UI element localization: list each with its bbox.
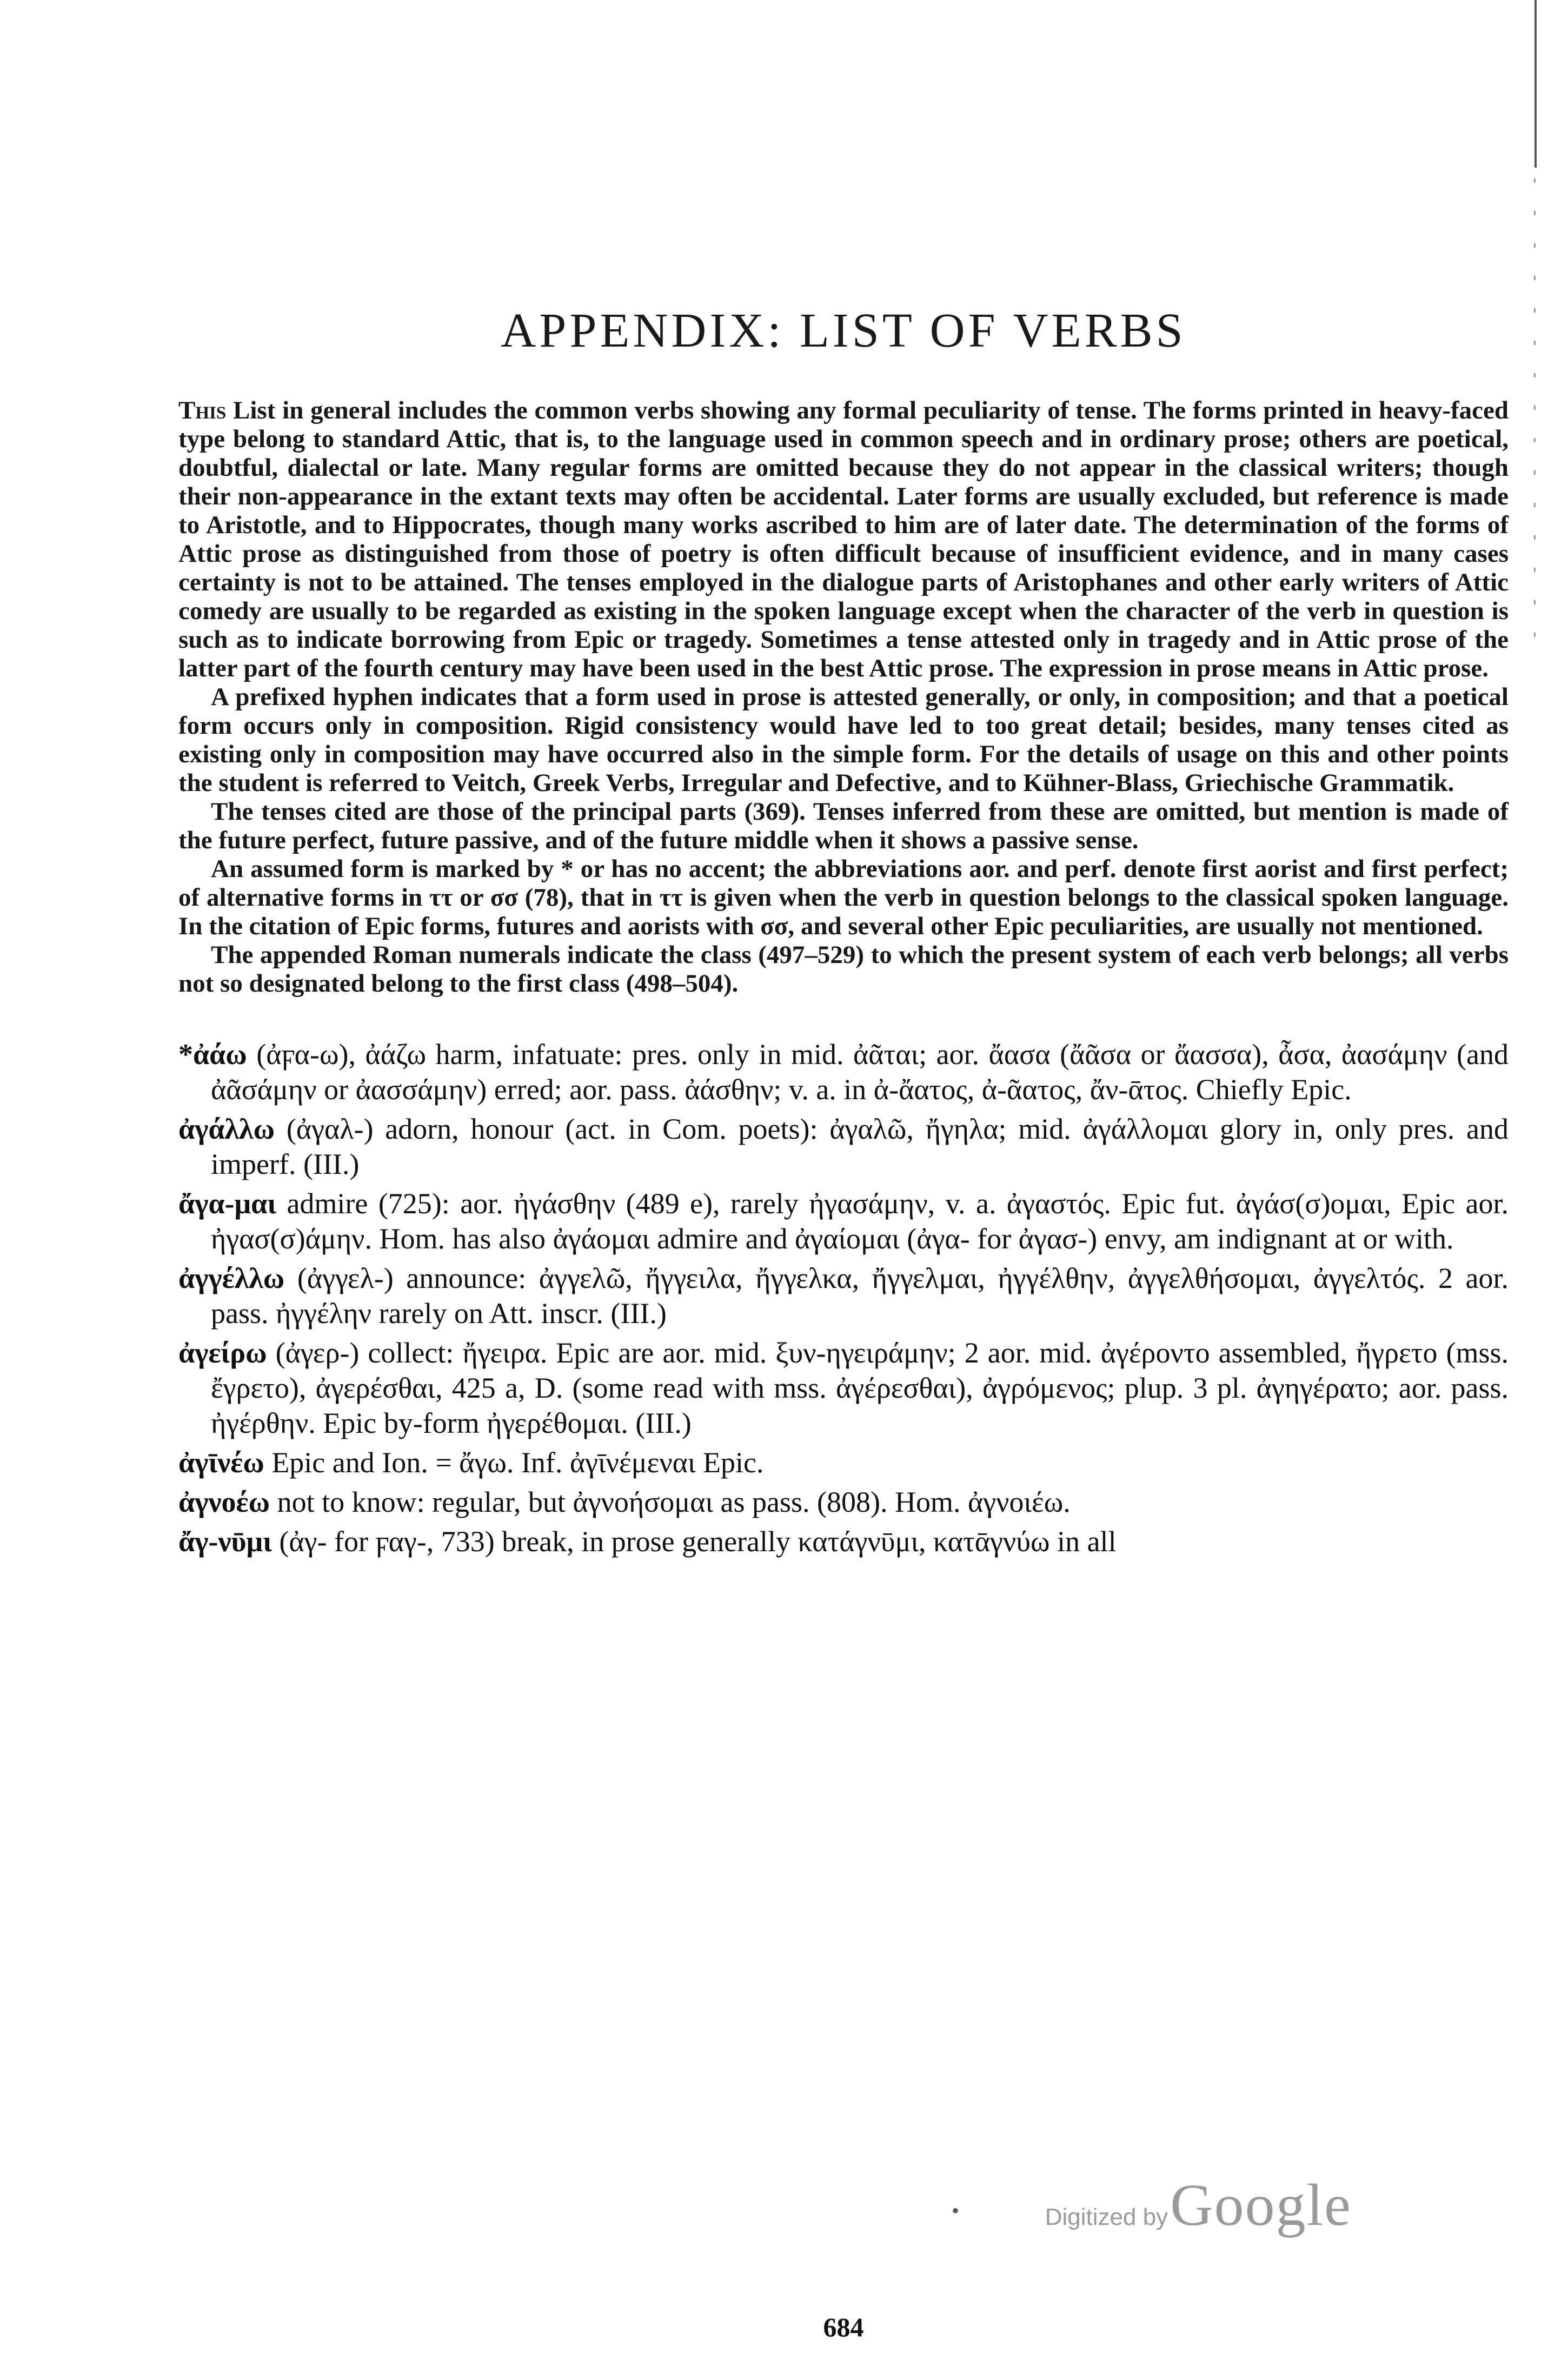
intro-paragraph-2: A prefixed hyphen indicates that a form used in prose is attested generally, or only, in composition; and that a poetical form occurs only in composition. Rigid consistency would have led to too great detail; besides, many tenses cited as existing only in composition may have occurred also in the simple form. For the details of usage on this and other points the student is referred to Veitch, Greek Verbs, Irregular and Defective, and to Kühner-Blass, Griechische Grammatik. [178,683,1509,797]
digitized-by-label: Digitized by [1045,2204,1168,2230]
intro-paragraph-1 [178,396,1509,683]
intro-paragraph-5: The appended Roman numerals indicate the class (497–529) to which the present system of each verb belongs; all verbs not so designated belong to the first class (498–504). [178,941,1509,998]
verb-entry-text: (ἀγγελ-) announce: ἀγγελῶ, ἤγγειλα, ἤγγελκα, ἤγγελμαι, ἠγγέλθην, ἀγγελθήσομαι, ἀγγελτός. 2 aor. pass. ἠγγέλην rarely on Att. inscr. (III.) [211,1262,1509,1330]
verb-entry [178,1186,1509,1257]
page-title: APPENDIX: LIST OF VERBS [501,304,1186,357]
verb-entry-text: (ἀγαλ-) adorn, honour (act. in Com. poets): ἀγαλῶ, ἤγηλα; mid. ἀγάλλομαι glory in, only pres. and imperf. (III.) [211,1113,1509,1180]
verb-entry-text: admire (725): aor. ἠγάσθην (489 e), rarely ἠγασάμην, v. a. ἀγαστός. Epic fut. ἀγάσ(σ)ομαι, Epic aor. ἠγασ(σ)άμην. Hom. has also ἀγάομαι admire and ἀγαίομαι (ἀγα- for ἀγασ-) envy, am indignant at or with. [211,1187,1509,1255]
verb-entry [178,1445,1509,1480]
verb-entry [178,1485,1509,1520]
verb-headword: ἄγα-μαι [178,1187,277,1220]
intro-paragraph-3: The tenses cited are those of the principal parts (369). Tenses inferred from these are omitted, but mention is made of the future perfect, future passive, and of the future middle when it shows a passive sense. [178,798,1509,854]
verb-entry-text: (ἀϝα-ω), ἀάζω harm, infatuate: pres. only in mid. ἀᾶται; aor. ἄασα (ἄᾶσα or ἄασσα), ἆσα, ἀασάμην (and ἀᾶσάμην or ἀασσάμην) erred; aor. pass. ἀάσθην; v. a. in ἀ-ἄατος, ἀ-ᾶατος, ἄν-ᾱτος. Chiefly Epic. [211,1038,1509,1106]
google-logo: Google [1170,2172,1352,2238]
verb-entry [178,1335,1509,1441]
intro-section [178,396,1509,998]
verb-headword: ἀγγέλλω [178,1262,285,1294]
verb-entry-text: not to know: regular, but ἀγνοήσομαι as pass. (808). Hom. ἀγνοιέω. [270,1486,1071,1518]
digitized-by-watermark [1045,2171,1352,2240]
intro-paragraph-4: An assumed form is marked by * or has no accent; the abbreviations aor. and perf. denote first aorist and first perfect; of alternative forms in ττ or σσ (78), that in ττ is given when the verb in question belongs to the classical spoken language. In the citation of Epic forms, futures and aorists with σσ, and several other Epic peculiarities, are usually not mentioned. [178,855,1509,940]
page-number: 684 [823,2312,864,2342]
verb-entry [178,1112,1509,1182]
verb-entry [178,1037,1509,1107]
scan-edge-line [1534,0,1537,168]
verb-entry [178,1261,1509,1331]
intro-first-word: This [178,396,227,424]
intro-paragraph-1-text: List in general includes the common verbs showing any formal peculiarity of tense. The forms printed in heavy-faced type belong to standard Attic, that is, to the language used in common speech and in ordinary prose; others are poetical, doubtful, dialectal or late. Many regular forms are omitted because they do not appear in the classical writers; though their non-appearance in the extant texts may often be accidental. Later forms are usually excluded, but reference is made to Aristotle, and to Hippocrates, though many works ascribed to him are of later date. The determination of the forms of Attic prose as distinguished from those of poetry is often difficult because of insufficient evidence, and in many cases certainty is not to be attained. The tenses employed in the dialogue parts of Aristophanes and other early writers of Attic comedy are usually to be regarded as existing in the spoken language except when the character of the verb in question is such as to indicate borrowing from Epic or tragedy. Sometimes a tense attested only in tragedy and in Attic prose of the latter part of the fourth century may have been used in the best Attic prose. The expression in prose means in Attic prose. [178,396,1509,682]
verb-headword: ἄγ-νῡμι [178,1525,272,1558]
verb-headword: ἀγάλλω [178,1113,275,1145]
verb-entry-text: (ἀγ- for ϝαγ-, 733) break, in prose generally κατάγνῡμι, κατᾱγνύω in all [271,1525,1117,1558]
verb-entry-text: Epic and Ion. = ἄγω. Inf. ἀγῑνέμεναι Epic. [264,1446,764,1479]
scan-speck: • [952,2198,960,2223]
verb-headword: ἀγῑνέω [178,1446,264,1479]
verb-headword: ἀγείρω [178,1337,267,1369]
verb-entry-text: (ἀγερ-) collect: ἤγειρα. Epic are aor. mid. ξυν-ηγειράμην; 2 aor. mid. ἀγέροντο assembled, ἤγρετο (mss. ἔγρετο), ἀγερέσθαι, 425 a, D. (some read with mss. ἀγέρεσθαι), ἀγρόμενος; plup. 3 pl. ἀγηγέρατο; aor. pass. ἠγέρθην. Epic by-form ἠγερέθομαι. (III.) [211,1337,1509,1439]
verb-entries [178,1037,1509,1559]
verb-headword: ἀγνοέω [178,1486,270,1518]
verb-entry [178,1524,1509,1559]
verb-headword: *ἀάω [178,1038,247,1071]
scan-edge-marks [1534,178,1536,638]
